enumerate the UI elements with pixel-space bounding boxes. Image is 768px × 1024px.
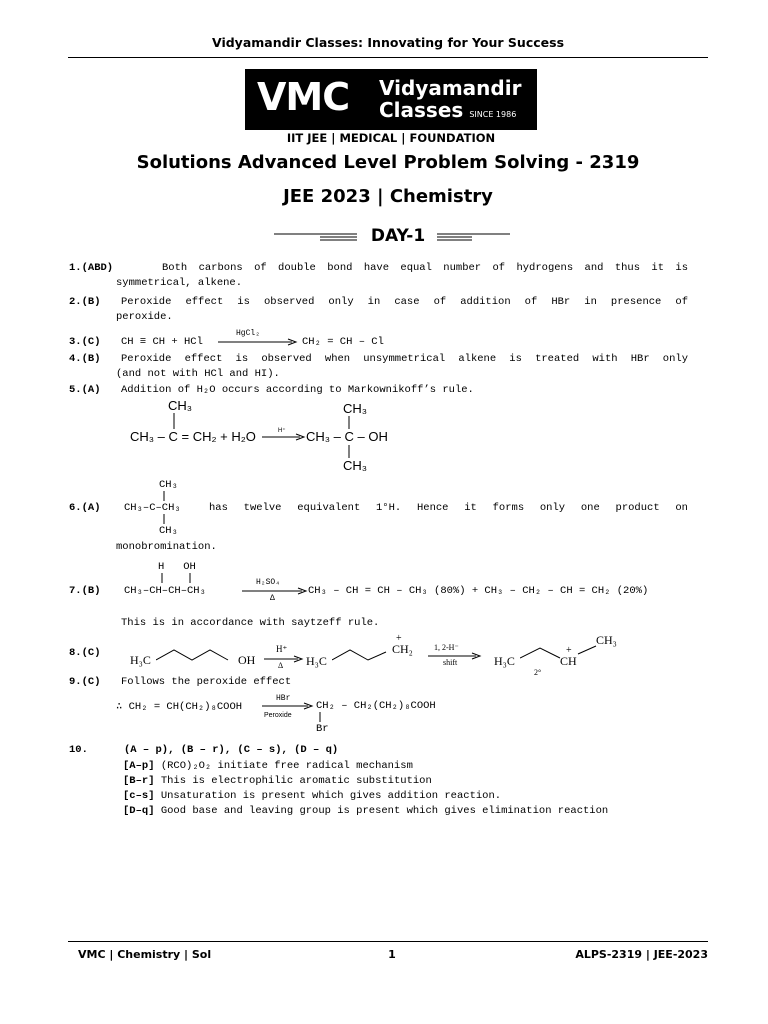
q9-text: Follows the peroxide effect bbox=[121, 676, 292, 688]
q5-ch3-product-top: CH₃ bbox=[343, 401, 368, 416]
logo-tagline: IIT JEE | MEDICAL | FOUNDATION bbox=[286, 131, 496, 145]
q10-item-text: (RCO)₂O₂ initiate free radical mechanism bbox=[160, 760, 413, 772]
q2-text-line2: peroxide. bbox=[116, 311, 173, 323]
doc-subtitle: JEE 2023 | Chemistry bbox=[283, 186, 493, 207]
q9-rhs: CH₂ – CH₂(CH₂)₈COOH bbox=[316, 700, 436, 712]
q8-mid-start: H₃C bbox=[306, 654, 327, 668]
q8-arrow1 bbox=[264, 655, 304, 663]
q3-arrow bbox=[218, 338, 298, 346]
q5-number: 5.(A) bbox=[69, 384, 101, 396]
q8-end-ch: CH bbox=[560, 654, 577, 668]
q3-rhs: CH₂ = CH – Cl bbox=[302, 336, 384, 348]
logo-since: SINCE 1986 bbox=[469, 110, 517, 119]
q8-start-label: H₃C bbox=[130, 653, 151, 667]
q8-plus: + bbox=[396, 633, 402, 644]
q5-ch3-product-bottom: CH₃ bbox=[343, 458, 368, 473]
q10-item bbox=[123, 805, 608, 817]
q9-number: 9.(C) bbox=[69, 676, 101, 688]
q5-bond-top bbox=[172, 413, 176, 429]
q10-answer: (A – p), (B – r), (C – s), (D – q) bbox=[124, 744, 339, 756]
q7-rhs: CH₃ – CH = CH – CH₃ (80%) + CH₃ – CH₂ – CH = CH₂ (20%) bbox=[308, 585, 649, 597]
q9-arrow bbox=[262, 702, 314, 710]
q10-item-text: This is electrophilic aromatic substitution bbox=[160, 775, 432, 787]
q6-ch3-bottom: CH₃ bbox=[159, 525, 178, 537]
q8-start-chain bbox=[156, 644, 236, 664]
q10-item-text: Unsaturation is present which gives addition reaction. bbox=[160, 790, 502, 802]
q10-item bbox=[123, 790, 501, 802]
vmc-logo bbox=[245, 69, 537, 130]
q5-arrow bbox=[262, 433, 306, 441]
q4-text-line1: Peroxide effect is observed when unsymmetrical alkene is treated with HBr only bbox=[121, 353, 688, 365]
q8-number: 8.(C) bbox=[69, 647, 101, 659]
q3-lhs: CH ≡ CH + HCl bbox=[121, 336, 203, 348]
q6-bond-top bbox=[162, 491, 166, 501]
q2-number: 2.(B) bbox=[69, 296, 101, 308]
footer-rule bbox=[68, 941, 708, 942]
footer-left: VMC | Chemistry | Sol bbox=[78, 948, 212, 961]
q8-degree: 2° bbox=[534, 668, 542, 677]
q9-br: Br bbox=[316, 723, 329, 735]
footer-right: ALPS-2319 | JEE-2023 bbox=[575, 948, 708, 961]
q8-reagent1-bottom: Δ bbox=[278, 661, 284, 670]
q10-number: 10. bbox=[69, 744, 88, 756]
q8-end-plus: + bbox=[566, 645, 572, 656]
q7-reagent-bottom: Δ bbox=[270, 594, 275, 603]
q8-reagent2-bottom: shift bbox=[443, 658, 458, 667]
q5-rhs: CH₃ – C – OH bbox=[306, 429, 388, 444]
q5-text: Addition of H₂O occurs according to Markownikoff’s rule. bbox=[121, 384, 474, 396]
q1-number: 1.(ABD) bbox=[69, 262, 114, 274]
q8-end-start: H₃C bbox=[494, 654, 515, 668]
q7-substituents: H OH bbox=[158, 561, 196, 573]
header-rule bbox=[68, 57, 708, 58]
q6-text-line1: has twelve equivalent 1°H. Hence it forms only one product on bbox=[209, 502, 688, 514]
q6-bond-bottom bbox=[162, 514, 166, 524]
q8-end-ch3: CH₃ bbox=[596, 633, 617, 647]
q3-reagent: HgCl₂ bbox=[236, 329, 261, 338]
q8-oh: OH bbox=[238, 653, 256, 667]
q3-number: 3.(C) bbox=[69, 336, 101, 348]
q1-text-line2: symmetrical, alkene. bbox=[116, 277, 243, 289]
day-banner bbox=[272, 226, 512, 248]
q7-arrow bbox=[242, 587, 308, 595]
q6-ch3-top: CH₃ bbox=[159, 479, 178, 491]
running-header: Vidyamandir Classes: Innovating for Your Success bbox=[211, 35, 565, 50]
q4-text-line2: (and not with HCl and HI). bbox=[116, 368, 280, 380]
logo-name-line2: Classes SINCE 1986 bbox=[379, 98, 517, 122]
q7-bonds bbox=[160, 573, 194, 583]
q9-lhs: ∴ CH₂ = CH(CH₂)₈COOH bbox=[116, 701, 243, 713]
q9-reagent-top: HBr bbox=[276, 694, 291, 703]
logo-name bbox=[379, 77, 521, 126]
q8-mid-end: CH₂ bbox=[392, 642, 413, 656]
page-number: 1 bbox=[388, 948, 396, 961]
q5-ch3-top: CH₃ bbox=[168, 398, 193, 413]
q6-number: 6.(A) bbox=[69, 502, 101, 514]
q10-item bbox=[123, 760, 413, 772]
q10-item-tag: [B–r] bbox=[123, 775, 155, 787]
q10-item-tag: [c–s] bbox=[123, 790, 155, 802]
q5-reagent: H⁺ bbox=[278, 428, 286, 434]
doc-title: Solutions Advanced Level Problem Solving - 2319 bbox=[136, 152, 640, 173]
q6-formula: CH₃–C–CH₃ bbox=[124, 502, 181, 514]
q4-number: 4.(B) bbox=[69, 353, 101, 365]
q10-item-text: Good base and leaving group is present which gives elimination reaction bbox=[160, 805, 609, 817]
q9-bond bbox=[318, 712, 322, 722]
q9-reagent-bottom: Peroxide bbox=[264, 712, 292, 719]
q5-bond-product-bottom bbox=[347, 445, 351, 458]
q5-bond-product-top bbox=[347, 416, 351, 429]
q10-item bbox=[123, 775, 432, 787]
q8-mid-chain bbox=[332, 644, 392, 664]
q10-item-tag: [A–p] bbox=[123, 760, 155, 772]
logo-name-line1: Vidyamandir bbox=[379, 76, 522, 100]
q7-number: 7.(B) bbox=[69, 585, 101, 597]
q10-item-tag: [D–q] bbox=[123, 805, 155, 817]
q7-lhs: CH₃–CH–CH–CH₃ bbox=[124, 585, 206, 597]
q8-reagent1-top: H⁺ bbox=[276, 644, 288, 654]
q7-reagent-top: H₂SO₄ bbox=[256, 578, 281, 587]
q6-text-line2: monobromination. bbox=[116, 541, 217, 553]
logo-mark: VMC bbox=[257, 75, 350, 119]
q7-note: This is in accordance with saytzeff rule. bbox=[121, 617, 380, 629]
q8-reagent2-top: 1, 2-H⁻ bbox=[434, 643, 459, 652]
q2-text-line1: Peroxide effect is observed only in case of addition of HBr in presence of bbox=[121, 296, 688, 308]
q5-lhs: CH₃ – C = CH₂ + H₂O bbox=[130, 429, 256, 444]
q1-text-line1: Both carbons of double bond have equal number of hydrogens and thus it is bbox=[162, 262, 688, 274]
day-label: DAY-1 bbox=[370, 226, 426, 246]
